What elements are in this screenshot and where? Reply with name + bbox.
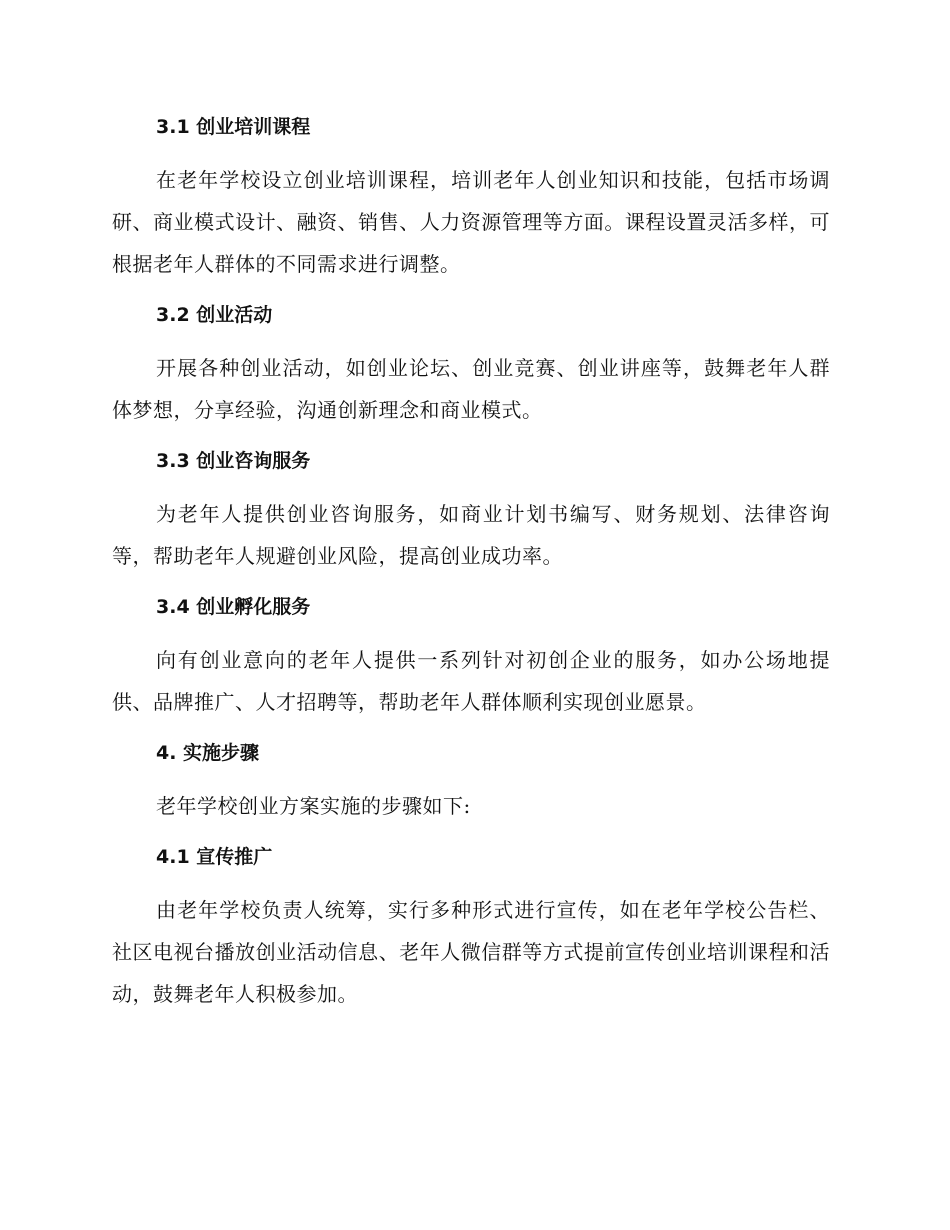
section-body-4-1: 由老年学校负责人统筹，实行多种形式进行宣传，如在老年学校公告栏、社区电视台播放创业活动信息、老年人微信群等方式提前宣传创业培训课程和活动，鼓舞老年人积极参加。 xyxy=(112,898,830,1006)
section-body-3-3: 为老年人提供创业咨询服务，如商业计划书编写、财务规划、法律咨询等，帮助老年人规避创业风险，提高创业成功率。 xyxy=(112,502,830,568)
section-heading-3-3: 3.3 创业咨询服务 xyxy=(156,450,311,472)
section-body-3-1: 在老年学校设立创业培训课程，培训老年人创业知识和技能，包括市场调研、商业模式设计、融资、销售、人力资源管理等方面。课程设置灵活多样，可根据老年人群体的不同需求进行调整。 xyxy=(112,168,830,276)
section-body-3-2: 开展各种创业活动，如创业论坛、创业竞赛、创业讲座等，鼓舞老年人群体梦想，分享经验，沟通创新理念和商业模式。 xyxy=(112,356,830,422)
section-heading-4-1: 4.1 宣传推广 xyxy=(156,846,273,868)
document-content xyxy=(112,107,830,1025)
section-heading-3-2: 3.2 创业活动 xyxy=(156,304,273,326)
section-body-3-4: 向有创业意向的老年人提供一系列针对初创企业的服务，如办公场地提供、品牌推广、人才招聘等，帮助老年人群体顺利实现创业愿景。 xyxy=(112,648,830,714)
section-heading-3-4: 3.4 创业孵化服务 xyxy=(156,596,311,618)
section-heading-4: 4. 实施步骤 xyxy=(156,742,260,764)
section-heading-3-1: 3.1 创业培训课程 xyxy=(156,116,311,138)
section-body-4: 老年学校创业方案实施的步骤如下: xyxy=(156,794,471,818)
